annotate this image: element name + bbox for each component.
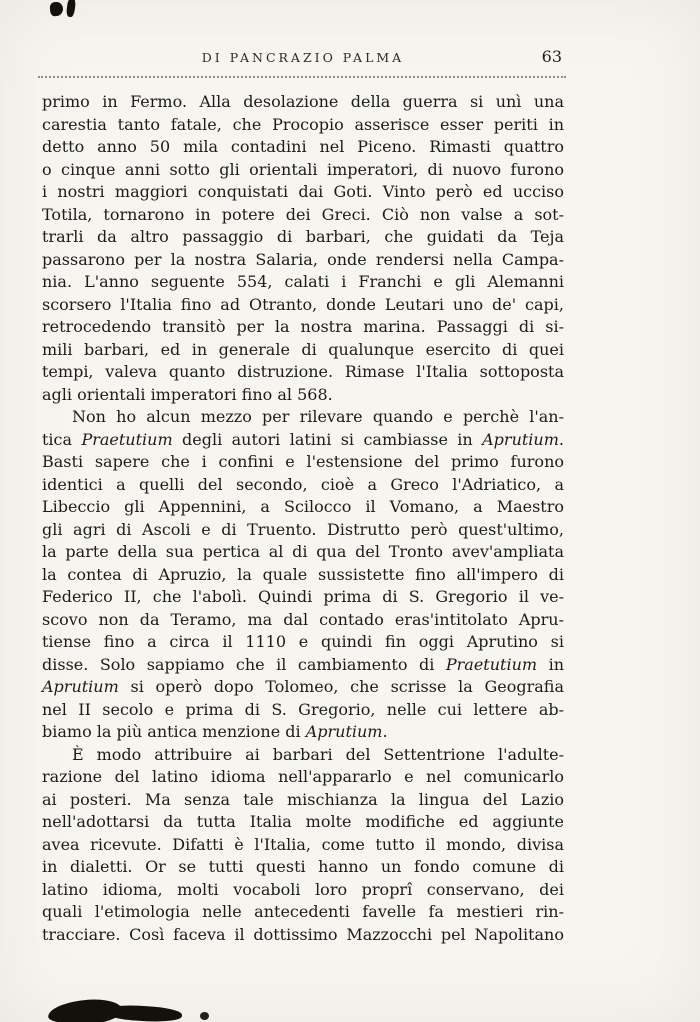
text-run: tica — [42, 429, 82, 449]
text-line: in dialetti. Or se tutti questi hanno un fondo comune di — [42, 857, 564, 876]
italic-term: Aprutium — [482, 429, 559, 449]
text-line: gli agri di Ascoli e di Truento. Distrutto però quest'ultimo, — [42, 519, 564, 539]
text-line: primo in Fermo. Alla desolazione della guerra si unì una — [42, 92, 564, 111]
text-line: quali l'etimologia nelle antecedenti favelle fa mestieri rin- — [42, 902, 564, 921]
text-line: nia. L'anno seguente 554, calati i Franchi e gli Alemanni — [42, 272, 564, 291]
text-line: Libeccio gli Appennini, a Scilocco il Vomano, a Maestro — [42, 497, 564, 516]
text-line: Basti sapere che i confini e l'estensione del primo furono — [42, 452, 564, 471]
text-line: nell'adottarsi da tutta Italia molte modifiche ed aggiunte — [42, 812, 564, 831]
text-run: disse. Solo sappiamo che il cambiamento di — [42, 654, 446, 674]
text-run: biamo la più antica menzione di — [42, 722, 306, 741]
paragraph — [42, 91, 564, 406]
text-line: razione del latino idioma nell'appararlo e nel comunicarlo — [42, 767, 564, 786]
text-line: agli orientali imperatori fino al 568. — [42, 384, 333, 404]
text-line: ai posteri. Ma senza tale mischianza la lingua del Lazio — [42, 789, 564, 809]
text-line: È modo attribuire ai barbari del Settentrione l'adulte- — [72, 744, 564, 764]
text-line: latino idioma, molti vocaboli loro proprî conservano, dei — [42, 879, 564, 899]
text-line: detto anno 50 mila contadini nel Piceno. Rimasti quattro — [42, 137, 564, 156]
italic-term: Aprutium — [305, 722, 383, 741]
text-line: mili barbari, ed in generale di qualunque esercito di quei — [42, 339, 564, 359]
text-run: degli autori latini si cambiasse in — [172, 429, 483, 449]
text-line: scorsero l'Italia fino ad Otranto, donde Leutari uno de' capi, — [42, 294, 564, 314]
text-line: tiense fino a circa il 1110 e quindi fin oggi Aprutino si — [42, 632, 564, 651]
text-run: si operò dopo Tolomeo, che scrisse la Geografia — [118, 677, 564, 696]
text-line: trarli da altro passaggio di barbari, che guidati da Teja — [42, 227, 564, 246]
dotted-rule — [38, 66, 566, 78]
paragraph — [42, 406, 564, 744]
italic-term: Praetutium — [81, 429, 173, 449]
text-line: tracciare. Così faceva il dottissimo Mazzocchi pel Napolitano — [42, 924, 564, 944]
text-line — [42, 676, 564, 699]
text-line: i nostri maggiori conquistati dai Goti. Vinto però ed ucciso — [42, 182, 564, 201]
text-run: in — [537, 654, 564, 674]
paragraph — [42, 744, 564, 947]
text-line: nel II secolo e prima di S. Gregorio, nelle cui lettere ab- — [42, 699, 564, 719]
scan-artifact-bottom-2 — [104, 1004, 183, 1022]
scan-artifact-top-1 — [49, 1, 63, 16]
text-line — [42, 654, 564, 677]
italic-term: Praetutium — [445, 654, 538, 674]
body-text — [42, 91, 564, 946]
text-line: retrocedendo transitò per la nostra marina. Passaggi di si- — [42, 317, 564, 336]
text-line — [42, 429, 564, 452]
page-number: 63 — [541, 47, 562, 66]
text-line: Non ho alcun mezzo per rilevare quando e perchè l'an- — [72, 407, 564, 426]
scan-artifact-top-2 — [66, 0, 76, 17]
running-title: DI PANCRAZIO PALMA — [201, 50, 405, 65]
text-line: tempi, valeva quanto distruzione. Rimase l'Italia sottoposta — [42, 362, 564, 381]
text-line: identici a quelli del secondo, cioè a Greco l'Adriatico, a — [42, 474, 564, 494]
text-line: Totila, tornarono in potere dei Greci. Ciò non valse a sot- — [42, 204, 564, 224]
text-line: la contea di Apruzio, la quale sussistette fino all'impero di — [42, 564, 564, 584]
text-line: la parte della sua pertica al di qua del Tronto avev'ampliata — [42, 542, 564, 561]
text-line: scovo non da Teramo, ma dal contado eras'intitolato Apru- — [42, 609, 564, 629]
text-line: o cinque anni sotto gli orientali imperatori, di nuovo furono — [42, 159, 564, 179]
text-run: . — [558, 429, 564, 449]
text-line: Federico II, che l'abolì. Quindi prima di S. Gregorio il ve- — [42, 587, 564, 606]
text-run: . — [382, 722, 388, 741]
text-line: carestia tanto fatale, che Procopio asserisce esser periti in — [42, 114, 564, 134]
text-line — [42, 721, 564, 744]
scan-artifact-bottom-3 — [200, 1012, 209, 1020]
text-line: passarono per la nostra Salaria, onde rendersi nella Campa- — [42, 249, 564, 269]
italic-term: Aprutium — [42, 677, 119, 696]
text-line: avea ricevute. Difatti è l'Italia, come tutto il mondo, divisa — [42, 834, 564, 854]
